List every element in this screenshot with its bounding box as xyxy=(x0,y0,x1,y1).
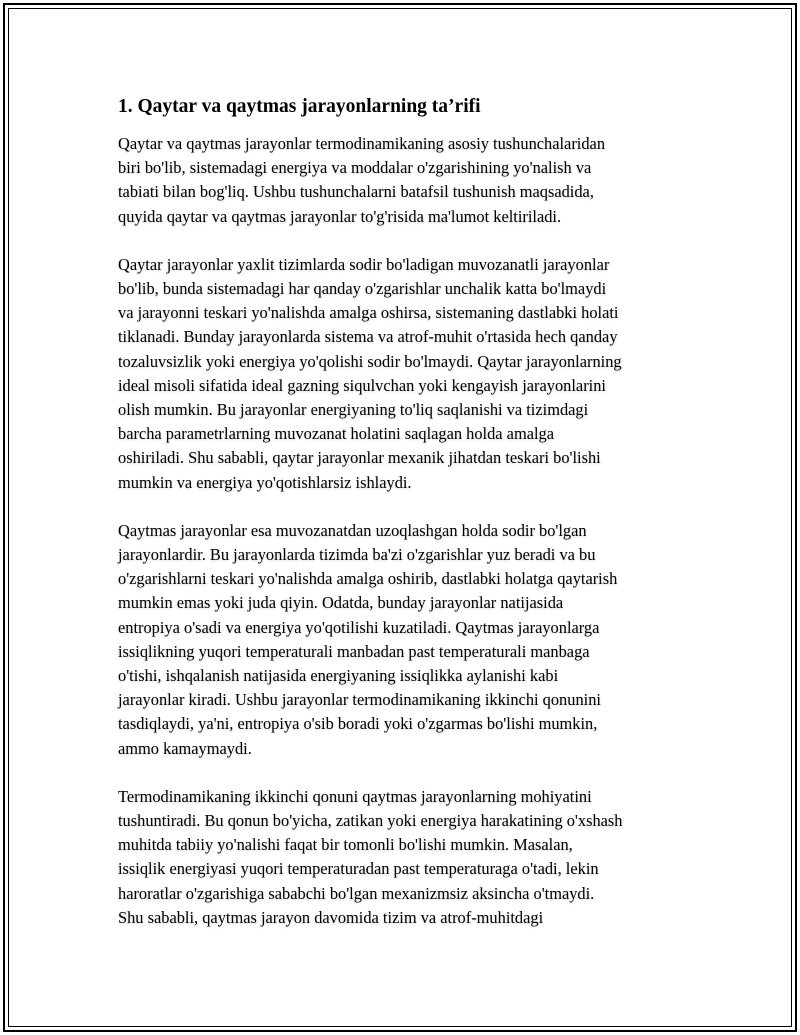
document-body xyxy=(118,93,698,954)
paragraph-intro: Qaytar va qaytmas jarayonlar termodinamikaning asosiy tushunchalaridan biri bo'lib, sistemadagi energiya va moddalar o'zgarishining yo'nalish va tabiati bilan bog'liq. Ushbu tushunchalarni batafsil tushunish maqsadida, quyida qaytar va qaytmas jarayonlar to'g'risida ma'lumot keltiriladi. xyxy=(118,134,606,226)
section-heading: 1. Qaytar va qaytmas jarayonlarning ta’rifi xyxy=(118,96,481,117)
paragraph-irreversible: Qaytmas jarayonlar esa muvozanatdan uzoqlashgan holda sodir bo'lgan jarayonlardir. Bu jarayonlarda tizimda ba'zi o'zgarishlar yuz beradi va bu o'zgarishlarni teskari yo'nalishda amalga oshirib, dastlabki holatga qaytarish mumkin emas yoki juda qiyin. Odatda, bunday jarayonlar natijasida entropiya o'sadi va energiya yo'qotilishi kuzatiladi. Qaytmas jarayonlarga issiqlikning yuqori temperaturali manbadan past temperaturali manbaga o'tishi, ishqalanish natijasida energiyaning issiqlikka aylanishi kabi jarayonlar kiradi. Ushbu jarayonlar termodinamikaning ikkinchi qonunini tasdiqlaydi, ya'ni, entropiya o'sib boradi yoki o'zgarmas bo'lishi mumkin, ammo kamaymaydi. xyxy=(118,520,618,758)
paragraph-second-law: Termodinamikaning ikkinchi qonuni qaytmas jarayonlarning mohiyatini tushuntiradi. Bu qonun bo'yicha, zatikan yoki energiya harakatining o'xshash muhitda tabiiy yo'nalishi faqat bir tomonli bo'lishi mumkin. Masalan, issiqlik energiyasi yuqori temperaturadan past temperaturaga o'tadi, lekin haroratlar o'zgarishiga sababchi bo'lgan mexanizmsiz aksincha o'tmaydi. Shu sababli, qaytmas jarayon davomida tizim va atrof-muhitdagi xyxy=(118,786,623,927)
paragraph-reversible: Qaytar jarayonlar yaxlit tizimlarda sodir bo'ladigan muvozanatli jarayonlar bo'lib, bunda sistemadagi har qanday o'zgarishlar unchalik katta bo'lmaydi va jarayonni teskari yo'nalishda amalga oshirsa, sistemaning dastlabki holati tiklanadi. Bunday jarayonlarda sistema va atrof-muhit o'rtasida hech qanday tozaluvsizlik yoki energiya yo'qolishi sodir bo'lmaydi. Qaytar jarayonlarning ideal misoli sifatida ideal gazning siqulvchan yoki kengayish jarayonlarini olish mumkin. Bu jarayonlar energiyaning to'liq saqlanishi va tizimdagi barcha parametrlarning muvozanat holatini saqlagan holda amalga oshiriladi. Shu sababli, qaytar jarayonlar mexanik jihatdan teskari bo'lishi mumkin va energiya yo'qotishlarsiz ishlaydi. xyxy=(118,254,622,492)
